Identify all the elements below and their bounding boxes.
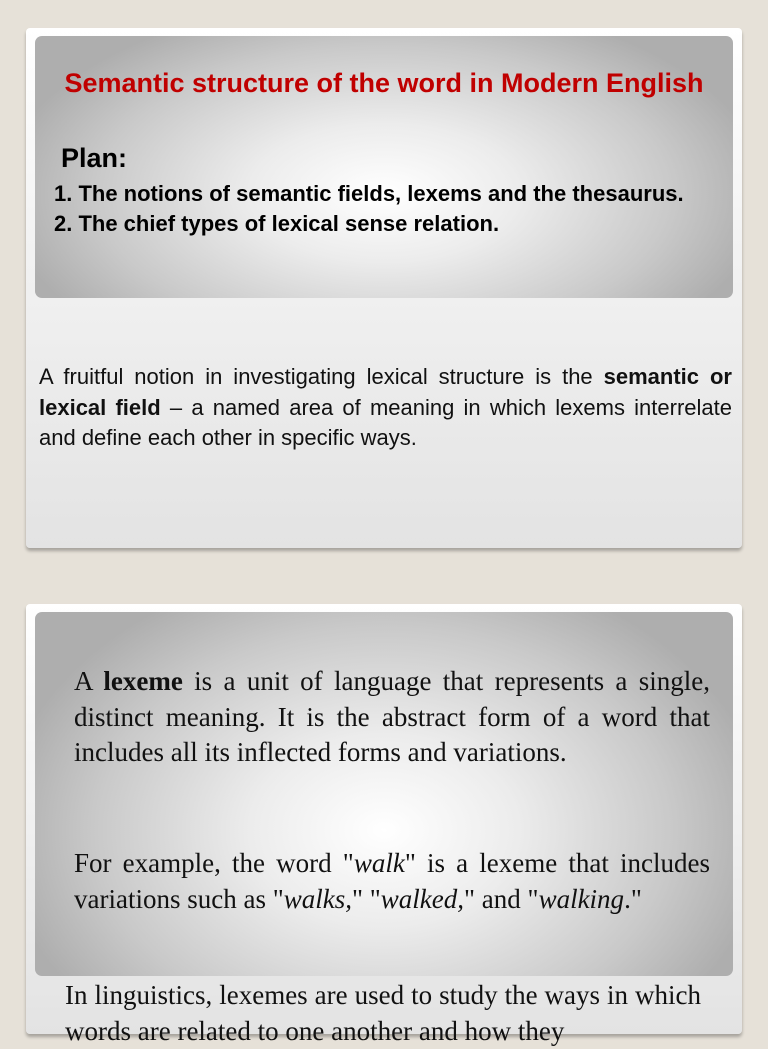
example-word: walks, [283, 883, 352, 914]
plan-list [40, 179, 720, 239]
paragraph-text: " and " [464, 883, 539, 914]
paragraph-text: A fruitful notion in investigating lexical structure is the [39, 364, 604, 389]
linguistics-paragraph: In linguistics, lexemes are used to study the ways in which words are related to one another and how they [65, 980, 701, 1046]
slide-2 [26, 604, 742, 1046]
term-lexeme: lexeme [103, 666, 183, 696]
paragraph-text: " is a lexeme that includes variations such as " [74, 848, 710, 914]
slide-1-header-panel [35, 36, 733, 298]
semantic-field-paragraph [39, 362, 732, 454]
example-word: walk [353, 848, 405, 878]
paragraph-text: is a unit of language that represents a single, distinct meaning. It is the abstract form of a word that includes all its inflected forms and variations. [74, 666, 710, 768]
paragraph-text: " " [352, 883, 381, 914]
plan-item: 1. The notions of semantic fields, lexems and the thesaurus. [54, 181, 684, 206]
term-semantic-field: semantic or lexical field [39, 364, 732, 420]
paragraph-text: For example, the word " [74, 848, 354, 878]
paragraph-text: A [74, 666, 104, 696]
paragraph-text: ." [624, 883, 642, 914]
example-paragraph [74, 846, 710, 917]
slide-1 [26, 28, 742, 548]
example-word: walking [538, 883, 625, 914]
plan-item: 2. The chief types of lexical sense relation. [54, 211, 500, 236]
example-word: walked, [380, 883, 465, 914]
slide-title: Semantic structure of the word in Modern English [64, 68, 704, 98]
plan-heading: Plan: [61, 143, 128, 173]
paragraph-text: – a named area of meaning in which lexems interrelate and define each other in specific ways. [39, 394, 732, 450]
slide-2-panel [35, 612, 733, 976]
lexeme-definition-paragraph [74, 664, 710, 771]
